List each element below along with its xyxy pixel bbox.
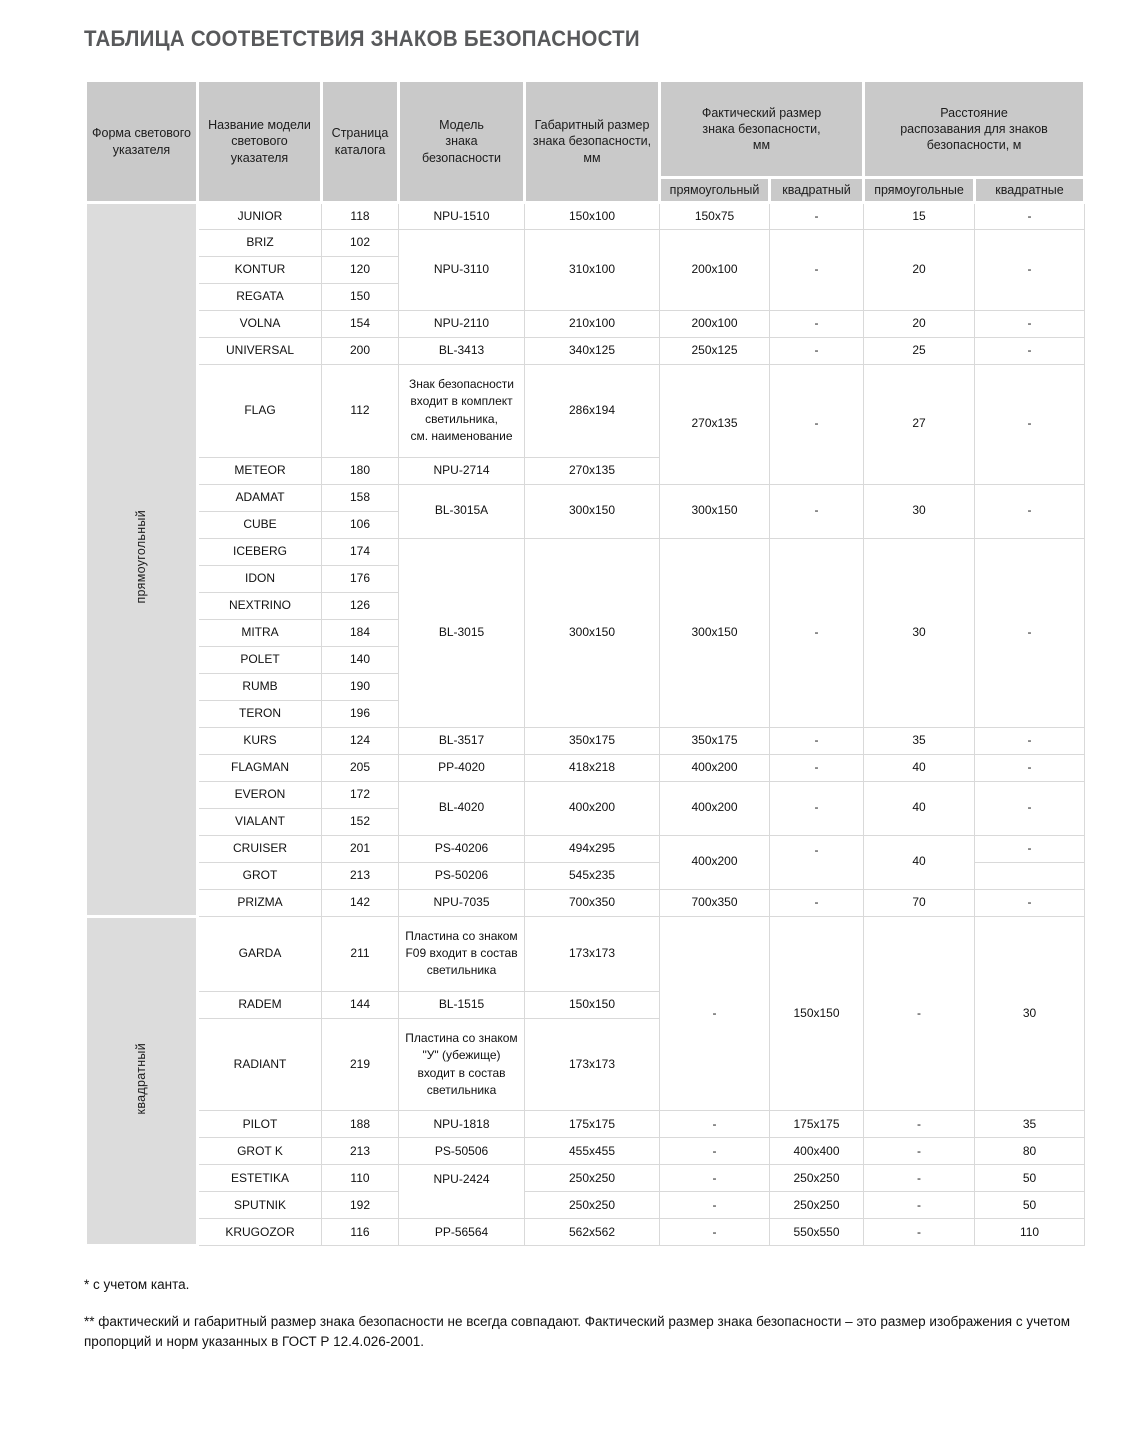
header-actual-square: квадратный (770, 178, 864, 203)
table-row (86, 727, 1085, 754)
distance-rect-cell: 20 (864, 311, 975, 338)
overall-size-cell: 400x200 (525, 781, 660, 835)
page-cell: 219 (322, 1018, 399, 1111)
actual-square-cell: - (770, 754, 864, 781)
model-name-cell: VOLNA (198, 311, 322, 338)
header-sign-model: Модель знака безопасности (399, 81, 525, 203)
page-cell: 150 (322, 284, 399, 311)
page-cell: 184 (322, 619, 399, 646)
actual-rect-cell: - (660, 1111, 770, 1138)
page-cell: 213 (322, 862, 399, 889)
table-row (86, 889, 1085, 916)
table-row (86, 484, 1085, 511)
page-cell: 190 (322, 673, 399, 700)
actual-square-cell: - (770, 889, 864, 916)
page-cell: 140 (322, 646, 399, 673)
footnote-gost: ** фактический и габаритный размер знака безопасности не всегда совпадают. Фактический размер знака безопасности – это размер изображения с учетом пропорций и норм указанных в ГОСТ Р 12.4.026-2001. (84, 1313, 1071, 1349)
distance-rect-cell: - (864, 1138, 975, 1165)
sign-model-cell: BL-3413 (399, 338, 525, 365)
page-cell: 180 (322, 457, 399, 484)
model-name-cell: IDON (198, 565, 322, 592)
header-distance-rect: прямоугольные (864, 178, 975, 203)
distance-square-cell: 35 (975, 1111, 1085, 1138)
sign-model-cell: BL-3015 (399, 538, 525, 727)
header-distance-group: Расстояние распозавания для знаков безопасности, м (864, 81, 1085, 178)
distance-square-cell: 80 (975, 1138, 1085, 1165)
actual-rect-cell: 350x175 (660, 727, 770, 754)
table-row (86, 1138, 1085, 1165)
actual-square-cell: - (770, 230, 864, 311)
model-name-cell: KRUGOZOR (198, 1219, 322, 1246)
sign-model-cell: NPU-7035 (399, 889, 525, 916)
overall-size-cell: 250x250 (525, 1165, 660, 1192)
page-cell: 116 (322, 1219, 399, 1246)
actual-square-cell: - (770, 781, 864, 835)
distance-rect-cell: 40 (864, 835, 975, 889)
actual-rect-cell: 200x100 (660, 311, 770, 338)
header-model-name: Название модели светового указателя (198, 81, 322, 203)
actual-square-cell: - (770, 835, 864, 889)
distance-square-cell: - (975, 338, 1085, 365)
header-actual-rect: прямоугольный (660, 178, 770, 203)
page-title: ТАБЛИЦА СООТВЕТСТВИЯ ЗНАКОВ БЕЗОПАСНОСТИ (84, 26, 640, 51)
model-name-cell: CRUISER (198, 835, 322, 862)
model-name-cell: RUMB (198, 673, 322, 700)
page-cell: 196 (322, 700, 399, 727)
model-name-cell: POLET (198, 646, 322, 673)
actual-rect-cell: - (660, 1219, 770, 1246)
overall-size-cell: 545x235 (525, 862, 660, 889)
distance-square-cell: - (975, 538, 1085, 727)
header-page: Страница каталога (322, 81, 399, 203)
actual-square-cell: 400x400 (770, 1138, 864, 1165)
table-row (86, 835, 1085, 862)
actual-rect-cell: 250x125 (660, 338, 770, 365)
distance-rect-cell: 40 (864, 781, 975, 835)
actual-square-cell: - (770, 727, 864, 754)
model-name-cell: CUBE (198, 511, 322, 538)
header-overall-size: Габаритный размер знака безопасности, мм (525, 81, 660, 203)
overall-size-cell: 455x455 (525, 1138, 660, 1165)
distance-rect-cell: 30 (864, 484, 975, 538)
distance-square-cell: - (975, 754, 1085, 781)
actual-square-cell: 175x175 (770, 1111, 864, 1138)
sign-model-cell: PP-4020 (399, 754, 525, 781)
distance-rect-cell: - (864, 1111, 975, 1138)
table-row (86, 781, 1085, 808)
actual-rect-cell: 400x200 (660, 835, 770, 889)
distance-rect-cell: 30 (864, 538, 975, 727)
model-name-cell: METEOR (198, 457, 322, 484)
model-name-cell: FLAG (198, 365, 322, 458)
model-name-cell: RADIANT (198, 1018, 322, 1111)
table-row (86, 754, 1085, 781)
sign-model-cell: NPU-2424 (399, 1165, 525, 1219)
sign-model-cell: NPU-2714 (399, 457, 525, 484)
page-cell: 144 (322, 991, 399, 1018)
actual-square-cell: 250x250 (770, 1192, 864, 1219)
page-cell: 120 (322, 257, 399, 284)
overall-size-cell: 340x125 (525, 338, 660, 365)
distance-square-cell: - (975, 889, 1085, 916)
page-cell: 102 (322, 230, 399, 257)
page-cell: 124 (322, 727, 399, 754)
distance-square-cell: - (975, 727, 1085, 754)
table-row (86, 1219, 1085, 1246)
overall-size-cell: 286x194 (525, 365, 660, 458)
overall-size-cell: 270x135 (525, 457, 660, 484)
distance-square-cell: - (975, 835, 1085, 862)
sign-model-cell: Пластина со знаком "У" (убежище) входит в состав светильника (399, 1018, 525, 1111)
overall-size-cell: 418x218 (525, 754, 660, 781)
page-cell: 205 (322, 754, 399, 781)
table-row (86, 365, 1085, 458)
sign-model-cell: Пластина со знаком F09 входит в состав светильника (399, 916, 525, 991)
actual-rect-cell: 150x75 (660, 203, 770, 230)
distance-rect-cell: 40 (864, 754, 975, 781)
sign-model-cell: BL-4020 (399, 781, 525, 835)
model-name-cell: NEXTRINO (198, 592, 322, 619)
shape-group-label-text: прямоугольный (134, 510, 149, 604)
actual-rect-cell: 200x100 (660, 230, 770, 311)
table-body (86, 203, 1085, 1246)
distance-rect-cell: 20 (864, 230, 975, 311)
footnote-kant: * с учетом канта. (84, 1277, 190, 1293)
distance-square-cell: - (975, 484, 1085, 538)
overall-size-cell: 173x173 (525, 1018, 660, 1111)
sign-model-cell: BL-1515 (399, 991, 525, 1018)
model-name-cell: TERON (198, 700, 322, 727)
shape-group-label-text: квадратный (134, 1042, 149, 1115)
model-name-cell: REGATA (198, 284, 322, 311)
distance-rect-cell: 15 (864, 203, 975, 230)
distance-square-cell: - (975, 311, 1085, 338)
page-cell: 126 (322, 592, 399, 619)
distance-rect-cell: - (864, 1219, 975, 1246)
page-cell: 154 (322, 311, 399, 338)
model-name-cell: ADAMAT (198, 484, 322, 511)
table-row (86, 538, 1085, 565)
overall-size-cell: 210x100 (525, 311, 660, 338)
actual-rect-cell: 400x200 (660, 781, 770, 835)
model-name-cell: MITRA (198, 619, 322, 646)
actual-square-cell: 150x150 (770, 916, 864, 1111)
table-row (86, 1192, 1085, 1219)
actual-rect-cell: 700x350 (660, 889, 770, 916)
header-distance-square: квадратные (975, 178, 1085, 203)
table-row (86, 1165, 1085, 1192)
page-cell: 158 (322, 484, 399, 511)
sign-model-cell: PS-50506 (399, 1138, 525, 1165)
table-row (86, 916, 1085, 991)
sign-model-cell: NPU-1510 (399, 203, 525, 230)
model-name-cell: EVERON (198, 781, 322, 808)
model-name-cell: ESTETIKA (198, 1165, 322, 1192)
overall-size-cell: 562x562 (525, 1219, 660, 1246)
sign-model-cell: PP-56564 (399, 1219, 525, 1246)
distance-rect-cell: - (864, 1192, 975, 1219)
page-cell: 174 (322, 538, 399, 565)
page-cell: 152 (322, 808, 399, 835)
safety-signs-table (84, 79, 1086, 1247)
page-cell: 211 (322, 916, 399, 991)
distance-rect-cell: - (864, 1165, 975, 1192)
overall-size-cell: 300x150 (525, 484, 660, 538)
distance-rect-cell: 70 (864, 889, 975, 916)
overall-size-cell: 173x173 (525, 916, 660, 991)
actual-rect-cell: 300x150 (660, 538, 770, 727)
model-name-cell: KURS (198, 727, 322, 754)
page-cell: 200 (322, 338, 399, 365)
actual-rect-cell: 270x135 (660, 365, 770, 485)
actual-rect-cell: 400x200 (660, 754, 770, 781)
page-cell: 176 (322, 565, 399, 592)
model-name-cell: BRIZ (198, 230, 322, 257)
actual-square-cell: - (770, 203, 864, 230)
shape-group-label (86, 916, 198, 1246)
overall-size-cell: 700x350 (525, 889, 660, 916)
actual-square-cell: - (770, 484, 864, 538)
actual-rect-cell: - (660, 1192, 770, 1219)
distance-square-cell: - (975, 781, 1085, 835)
sign-model-cell: BL-3015A (399, 484, 525, 538)
distance-square-cell: - (975, 230, 1085, 311)
sign-model-cell: NPU-1818 (399, 1111, 525, 1138)
overall-size-cell: 175x175 (525, 1111, 660, 1138)
model-name-cell: PRIZMA (198, 889, 322, 916)
overall-size-cell: 310x100 (525, 230, 660, 311)
table-row (86, 1111, 1085, 1138)
distance-square-cell: 50 (975, 1192, 1085, 1219)
header-shape: Форма светового указателя (86, 81, 198, 203)
sign-model-cell: PS-40206 (399, 835, 525, 862)
distance-rect-cell: - (864, 916, 975, 1111)
model-name-cell: RADEM (198, 991, 322, 1018)
model-name-cell: UNIVERSAL (198, 338, 322, 365)
actual-square-cell: - (770, 538, 864, 727)
table-row (86, 338, 1085, 365)
overall-size-cell: 250x250 (525, 1192, 660, 1219)
distance-square-cell: 30 (975, 916, 1085, 1111)
model-name-cell: JUNIOR (198, 203, 322, 230)
actual-square-cell: 250x250 (770, 1165, 864, 1192)
table-header (86, 81, 1085, 203)
model-name-cell: KONTUR (198, 257, 322, 284)
actual-square-cell: - (770, 311, 864, 338)
actual-rect-cell: - (660, 1165, 770, 1192)
overall-size-cell: 494x295 (525, 835, 660, 862)
distance-rect-cell: 27 (864, 365, 975, 485)
page-cell: 118 (322, 203, 399, 230)
sign-model-cell: NPU-2110 (399, 311, 525, 338)
page-cell: 110 (322, 1165, 399, 1192)
sign-model-cell: Знак безопасности входит в комплект светильника, см. наименование (399, 365, 525, 458)
shape-group-label (86, 203, 198, 917)
model-name-cell: VIALANT (198, 808, 322, 835)
page-cell: 201 (322, 835, 399, 862)
model-name-cell: GARDA (198, 916, 322, 991)
sign-model-cell: PS-50206 (399, 862, 525, 889)
page-cell: 213 (322, 1138, 399, 1165)
distance-rect-cell: 25 (864, 338, 975, 365)
distance-square-cell: 110 (975, 1219, 1085, 1246)
model-name-cell: ICEBERG (198, 538, 322, 565)
page-cell: 188 (322, 1111, 399, 1138)
table-row (86, 203, 1085, 230)
footnotes (84, 1275, 1089, 1352)
table-row (86, 311, 1085, 338)
distance-square-cell: 50 (975, 1165, 1085, 1192)
overall-size-cell: 350x175 (525, 727, 660, 754)
model-name-cell: FLAGMAN (198, 754, 322, 781)
actual-rect-cell: - (660, 916, 770, 1111)
page-cell: 192 (322, 1192, 399, 1219)
distance-rect-cell: 35 (864, 727, 975, 754)
actual-rect-cell: 300x150 (660, 484, 770, 538)
model-name-cell: SPUTNIK (198, 1192, 322, 1219)
actual-square-cell: 550x550 (770, 1219, 864, 1246)
actual-square-cell: - (770, 338, 864, 365)
model-name-cell: GROT K (198, 1138, 322, 1165)
sign-model-cell: NPU-3110 (399, 230, 525, 311)
model-name-cell: PILOT (198, 1111, 322, 1138)
page-cell: 112 (322, 365, 399, 458)
distance-square-cell: - (975, 203, 1085, 230)
overall-size-cell: 300x150 (525, 538, 660, 727)
sign-model-cell: BL-3517 (399, 727, 525, 754)
overall-size-cell: 150x150 (525, 991, 660, 1018)
page-cell: 172 (322, 781, 399, 808)
model-name-cell: GROT (198, 862, 322, 889)
overall-size-cell: 150x100 (525, 203, 660, 230)
table-row (86, 230, 1085, 257)
page-cell: 142 (322, 889, 399, 916)
distance-square-cell: - (975, 365, 1085, 485)
actual-rect-cell: - (660, 1138, 770, 1165)
header-actual-size-group: Фактический размер знака безопасности, мм (660, 81, 864, 178)
actual-square-cell: - (770, 365, 864, 485)
distance-square-cell (975, 862, 1085, 889)
page-cell: 106 (322, 511, 399, 538)
